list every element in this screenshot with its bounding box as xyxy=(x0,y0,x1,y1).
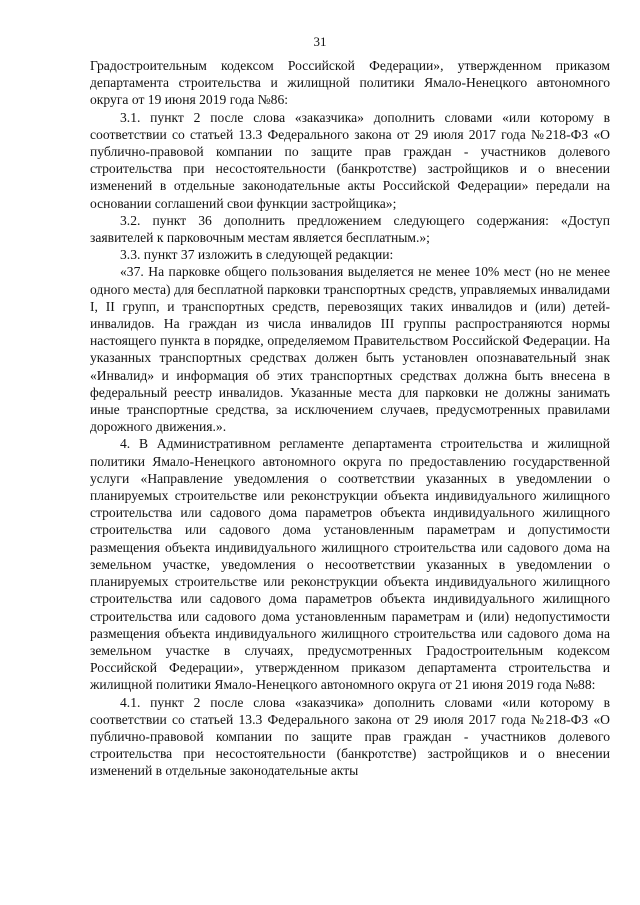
paragraph-3-2: 3.2. пункт 36 дополнить предложением следующего содержания: «Доступ заявителей к парковочным местам является бесплатным.»; xyxy=(90,212,610,246)
paragraph-37-quote: «37. На парковке общего пользования выделяется не менее 10% мест (но не менее одного места) для бесплатной парковки транспортных средств, управляемых инвалидами I, II групп, и транспортных средств, перевозящих таких инвалидов и (или) детей-инвалидов. На граждан из числа инвалидов III группы распространяются нормы настоящего пункта в порядке, определяемом Правительством Российской Федерации. На указанных транспортных средствах должен быть установлен опознавательный знак «Инвалид» и информация об этих транспортных средствах должна быть внесена в федеральный реестр инвалидов. Указанные места для парковки не должны занимать иные транспортные средства, за исключением случаев, предусмотренных правилами дорожного движения.». xyxy=(90,264,610,435)
paragraph-3-1: 3.1. пункт 2 после слова «заказчика» дополнить словами «или которому в соответствии со статьей 13.3 Федерального закона от 29 июля 2017 года №218-ФЗ «О публично-правовой компании по защите прав граждан - участников долевого строительства при несостоятельности (банкротстве) застройщиков и о внесении изменений в отдельные законодательные акты Российской Федерации» передали на основании соглашений свои функции застройщика»; xyxy=(90,109,610,211)
paragraph-4-1: 4.1. пункт 2 после слова «заказчика» дополнить словами «или которому в соответствии со статьей 13.3 Федерального закона от 29 июля 2017 года №218-ФЗ «О публично-правовой компании по защите прав граждан - участников долевого строительства при несостоятельности (банкротстве) застройщиков и о внесении изменений в отдельные законодательные акты xyxy=(90,694,610,779)
paragraph-continuation: Градостроительным кодексом Российской Федерации», утвержденном приказом департамента строительства и жилищной политики Ямало-Ненецкого автономного округа от 19 июня 2019 года №86: xyxy=(90,58,610,108)
paragraph-3-3: 3.3. пункт 37 изложить в следующей редакции: xyxy=(120,247,394,263)
paragraph-4: 4. В Административном регламенте департамента строительства и жилищной политики Ямало-Ненецкого автономного округа по предоставлению государственной услуги «Направление уведомления о соответствии указанных в уведомлении о планируемых строительстве или реконструкции объекта индивидуального жилищного строительства или садового дома параметров объекта индивидуального жилищного строительства или садового дома установленным параметрам и допустимости размещения объекта индивидуального жилищного строительства или садового дома на земельном участке, уведомления о несоответствии указанных в уведомлении о планируемых строительстве или реконструкции объекта индивидуального жилищного строительства или садового дома параметров объекта индивидуального жилищного строительства или садового дома установленным параметрам и (или) недопустимости размещения объекта индивидуального жилищного строительства или садового дома на земельном участке в случаях, предусмотренных Градостроительным кодексом Российской Федерации», утвержденном приказом департамента строительства и жилищной политики Ямало-Ненецкого автономного округа от 21 июня 2019 года №88: xyxy=(90,436,610,693)
page-number: 31 xyxy=(313,34,327,49)
document-body xyxy=(90,57,610,780)
